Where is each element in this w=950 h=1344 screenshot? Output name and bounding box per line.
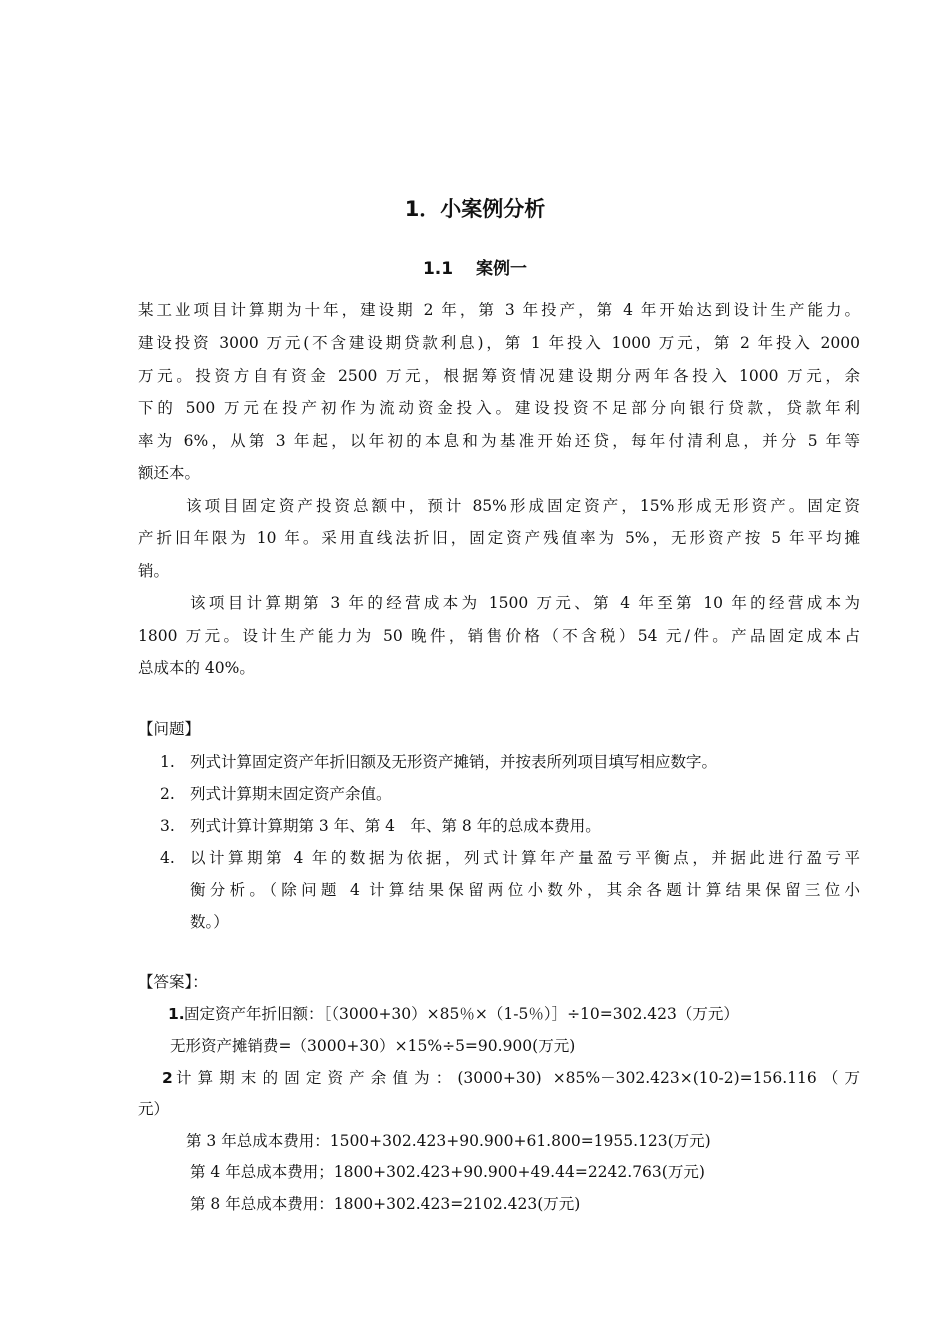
subsection-title: 1.1 案例一 xyxy=(422,259,528,279)
question-text: 列式计算期末固定资产余值。 xyxy=(190,785,392,803)
question-text: 衡分析。（除问题 4 计算结果保留两位小数外，其余各题计算结果保留三位小 xyxy=(190,881,860,899)
answers-heading: 【答案】： xyxy=(138,973,208,991)
question-text: 数。） xyxy=(190,913,229,931)
answer-number: 1. xyxy=(168,1005,185,1023)
answer-number: 2 xyxy=(162,1069,173,1087)
paragraph1-line: 建设投资 3000 万元(不含建设期贷款利息)，第 1 年投入 1000 万元，第 2 年投入 2000 xyxy=(138,334,860,352)
question-text: 列式计算固定资产年折旧额及无形资产摊销，并按表所列项目填写相应数字。 xyxy=(190,753,718,771)
answer-text: 固定资产年折旧额：［（3000+30）×85％×（1-5％）］÷10=302.423（万元） xyxy=(184,1005,739,1023)
answer-text: 元） xyxy=(138,1100,170,1118)
questions-heading: 【问题】 xyxy=(138,720,201,738)
section-title: 1．小案例分析 xyxy=(404,197,546,221)
answer-text: 无形资产摊销费=（3000+30）×15%÷5=90.900(万元) xyxy=(170,1037,576,1055)
paragraph3-line: 总成本的 40%。 xyxy=(138,659,255,677)
question-number: 2. xyxy=(160,785,175,803)
paragraph2-line: 该项目固定资产投资总额中，预计 85%形成固定资产，15%形成无形资产。固定资 xyxy=(186,497,860,515)
question-number: 1. xyxy=(160,753,175,771)
answer-text: 第 8 年总成本费用：1800+302.423=2102.423(万元) xyxy=(190,1195,581,1213)
paragraph1-line: 下的 500 万元在投产初作为流动资金投入。建设投资不足部分向银行贷款，贷款年利 xyxy=(138,399,860,417)
paragraph1-line: 某工业项目计算期为十年，建设期 2 年，第 3 年投产，第 4 年开始达到设计生产能力。 xyxy=(138,301,860,319)
paragraph3-line: 该项目计算期第 3 年的经营成本为 1500 万元、第 4 年至第 10 年的经营成本为 xyxy=(190,594,860,612)
paragraph1-line: 额还本。 xyxy=(138,464,201,482)
question-number: 3. xyxy=(160,817,175,835)
answer-text: 计算期末的固定资产余值为：(3000+30) ×85%－302.423×(10-2)=156.116（万 xyxy=(176,1069,860,1087)
paragraph2-line: 产折旧年限为 10 年。采用直线法折旧，固定资产残值率为 5%，无形资产按 5 年平均摊 xyxy=(138,529,860,547)
question-number: 4. xyxy=(160,849,175,867)
paragraph2-line: 销。 xyxy=(138,562,170,580)
paragraph3-line: 1800 万元。设计生产能力为 50 晚件，销售价格（不含税）54 元/件。产品固定成本占 xyxy=(138,627,860,645)
answer-text: 第 3 年总成本费用：1500+302.423+90.900+61.800=1955.123(万元) xyxy=(186,1132,711,1150)
question-text: 列式计算计算期第 3 年、第 4 年、第 8 年的总成本费用。 xyxy=(190,817,601,835)
answer-text: 第 4 年总成本费用；1800+302.423+90.900+49.44=2242.763(万元) xyxy=(190,1163,705,1181)
paragraph1-line: 率为 6%，从第 3 年起，以年初的本息和为基准开始还贷，每年付清利息，并分 5 年等 xyxy=(138,432,860,450)
paragraph1-line: 万元。投资方自有资金 2500 万元，根据筹资情况建设期分两年各投入 1000 万元，余 xyxy=(138,367,860,385)
question-text: 以计算期第 4 年的数据为依据，列式计算年产量盈亏平衡点，并据此进行盈亏平 xyxy=(190,849,860,867)
